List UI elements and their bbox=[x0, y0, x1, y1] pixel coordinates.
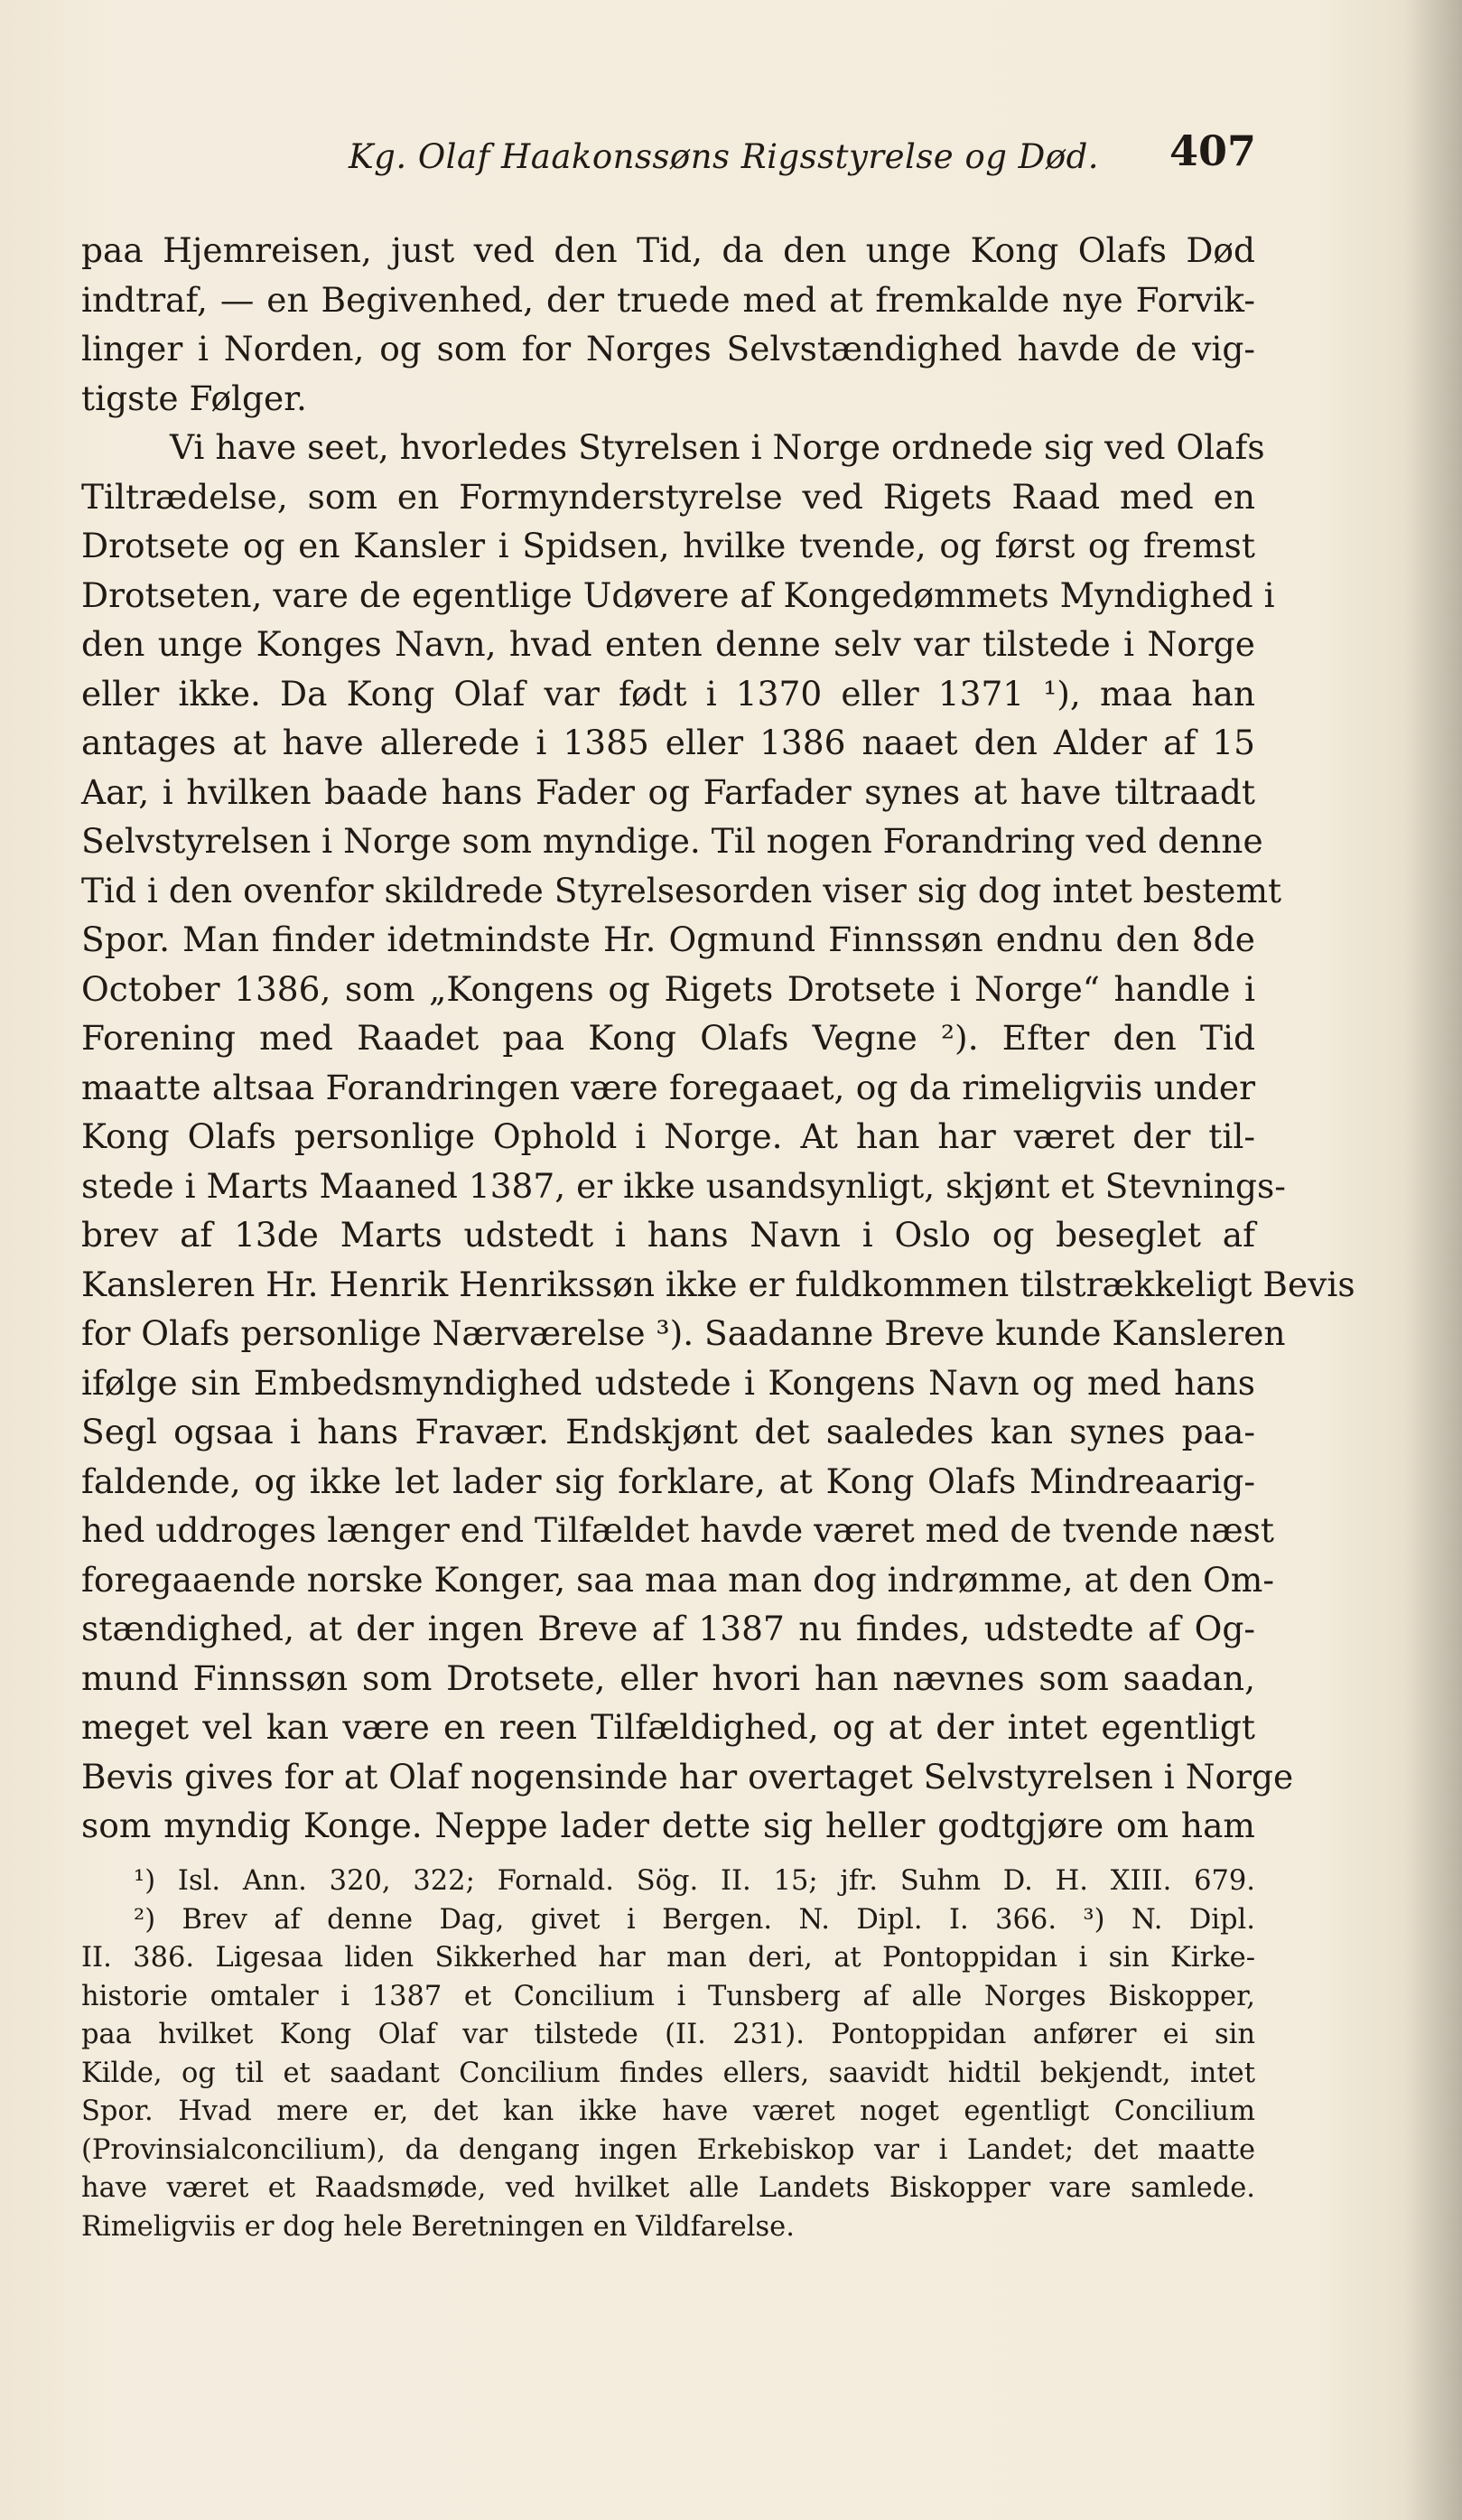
text-line: Spor. Man finder idetmindste Hr. Ogmund Finnssøn endnu den 8de bbox=[81, 919, 1255, 959]
footnote-line: historie omtaler i 1387 et Concilium i Tunsberg af alle Norges Biskopper, bbox=[81, 1980, 1255, 2012]
text-line: linger i Norden, og som for Norges Selvstændighed havde de vig- bbox=[81, 329, 1255, 369]
text-line: som myndig Konge. Neppe lader dette sig heller godtgjøre om ham bbox=[81, 1806, 1255, 1845]
text-line: stede i Marts Maaned 1387, er ikke usandsynligt, skjønt et Stevnings- bbox=[81, 1165, 1286, 1206]
text-line: for Olafs personlige Nærværelse ³). Saadanne Breve kunde Kansleren bbox=[81, 1313, 1286, 1353]
text-line: Forening med Raadet paa Kong Olafs Vegne ²). Efter den Tid bbox=[81, 1018, 1255, 1058]
text-line: Bevis gives for at Olaf nogensinde har overtaget Selvstyrelsen i Norge bbox=[81, 1756, 1294, 1797]
body-text bbox=[81, 226, 1355, 1851]
text-line: Drotsete og en Kansler i Spidsen, hvilke tvende, og først og fremst bbox=[81, 526, 1255, 565]
text-line: tigste Følger. bbox=[81, 378, 307, 418]
text-line: eller ikke. Da Kong Olaf var født i 1370 eller 1371 ¹), maa han bbox=[81, 673, 1255, 714]
text-line: antages at have allerede i 1385 eller 1386 naaet den Alder af 15 bbox=[81, 723, 1255, 762]
running-title: Kg. Olaf Haakonssøns Rigsstyrelse og Død. bbox=[349, 137, 1100, 176]
text-line: Selvstyrelsen i Norge som myndige. Til nogen Forandring ved denne bbox=[81, 821, 1263, 861]
text-line: Segl ogsaa i hans Fravær. Endskjønt det saaledes kan synes paa- bbox=[81, 1412, 1255, 1451]
footnotes bbox=[81, 1862, 1255, 2246]
footnote-line: Rimeligviis er dog hele Beretningen en Vildfarelse. bbox=[81, 2210, 795, 2243]
text-line: Aar, i hvilken baade hans Fader og Farfader synes at have tiltraadt bbox=[81, 771, 1255, 812]
footnote-line: Spor. Hvad mere er, det kan ikke have været noget egentligt Concilium bbox=[81, 2095, 1255, 2127]
text-line: brev af 13de Marts udstedt i hans Navn i Oslo og beseglet af bbox=[81, 1215, 1255, 1255]
text-line: den unge Konges Navn, hvad enten denne selv var tilstede i Norge bbox=[81, 624, 1255, 664]
text-line: faldende, og ikke let lader sig forklare, at Kong Olafs Mindreaarig- bbox=[81, 1461, 1255, 1501]
text-line: October 1386, som „Kongens og Rigets Drotsete i Norge“ handle i bbox=[81, 968, 1255, 1009]
page-header bbox=[81, 125, 1255, 188]
text-line: Kansleren Hr. Henrik Henrikssøn ikke er fuldkommen tilstrækkeligt Bevis bbox=[81, 1264, 1355, 1304]
page-number: 407 bbox=[1169, 126, 1257, 175]
text-line: foregaaende norske Konger, saa maa man dog indrømme, at den Om- bbox=[81, 1559, 1275, 1600]
text-line: stændighed, at der ingen Breve af 1387 nu findes, udstedte af Og- bbox=[81, 1609, 1255, 1648]
text-line: hed uddroges længer end Tilfældet havde været med de tvende næst bbox=[81, 1510, 1274, 1550]
footnote-line: II. 386. Ligesaa liden Sikkerhed har man deri, at Pontoppidan i sin Kirke- bbox=[81, 1942, 1255, 1974]
text-line: paa Hjemreisen, just ved den Tid, da den unge Kong Olafs Død bbox=[81, 230, 1255, 270]
footnote-line: ²) Brev af denne Dag, givet i Bergen. N. Dipl. I. 366. ³) N. Dipl. bbox=[134, 1903, 1255, 1936]
text-line: meget vel kan være en reen Tilfældighed, og at der intet egentligt bbox=[81, 1707, 1255, 1747]
footnote-line: ¹) Isl. Ann. 320, 322; Fornald. Sög. II. 15; jfr. Suhm D. H. XIII. 679. bbox=[134, 1865, 1255, 1897]
text-line: Kong Olafs personlige Ophold i Norge. At han har været der til- bbox=[81, 1116, 1255, 1156]
text-line: maatte altsaa Forandringen være foregaaet, og da rimeligviis under bbox=[81, 1067, 1255, 1107]
text-line: Drotseten, vare de egentlige Udøvere af Kongedømmets Myndighed i bbox=[81, 574, 1275, 615]
text-line: mund Finnssøn som Drotsete, eller hvori han nævnes som saadan, bbox=[81, 1657, 1255, 1698]
footnote-line: paa hvilket Kong Olaf var tilstede (II. 231). Pontoppidan anfører ei sin bbox=[81, 2019, 1255, 2050]
footnote-line: have været et Raadsmøde, ved hvilket alle Landets Biskopper vare samlede. bbox=[81, 2172, 1255, 2204]
text-line: Tid i den ovenfor skildrede Styrelsesorden viser sig dog intet bestemt bbox=[81, 870, 1282, 910]
text-line: indtraf, — en Begivenhed, der truede med at fremkalde nye Forvik- bbox=[81, 279, 1255, 320]
text-line: Tiltrædelse, som en Formynderstyrelse ved Rigets Raad med en bbox=[81, 476, 1255, 517]
footnote-line: (Provinsialconcilium), da dengang ingen Erkebiskop var i Landet; det maatte bbox=[81, 2133, 1255, 2166]
footnote-line: Kilde, og til et saadant Concilium findes ellers, saavidt hidtil bekjendt, intet bbox=[81, 2057, 1255, 2089]
text-line: ifølge sin Embedsmyndighed udstede i Kongens Navn og med hans bbox=[81, 1362, 1255, 1403]
text-line: Vi have seet, hvorledes Styrelsen i Norge ordnede sig ved Olafs bbox=[170, 427, 1265, 467]
